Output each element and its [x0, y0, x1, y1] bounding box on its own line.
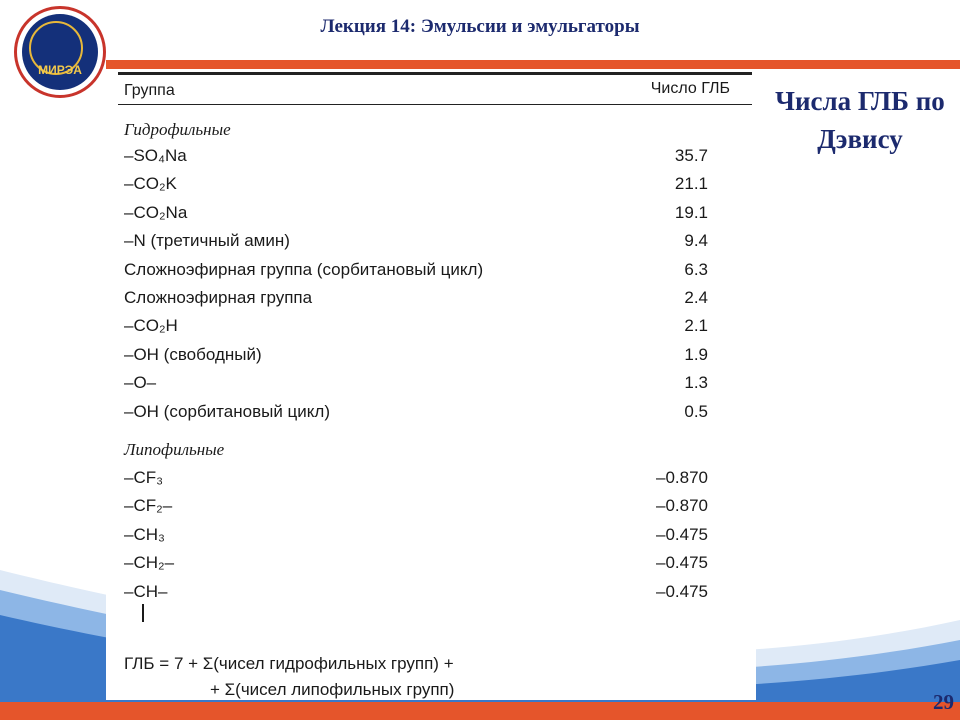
hlb-value: 1.9: [684, 345, 708, 364]
hlb-value: 19.1: [674, 203, 708, 222]
group-name: –CO₂H: [124, 316, 178, 335]
hlb-table-scan: [106, 70, 756, 700]
hlb-formula-line2: + Σ(чисел липофильных групп): [210, 680, 455, 699]
table-row: [106, 345, 756, 373]
footer-stripe: [0, 702, 960, 720]
table-row: [106, 582, 756, 610]
group-name: –N (третичный амин): [124, 231, 290, 250]
hlb-value: 9.4: [684, 231, 708, 250]
table-row: [106, 468, 756, 496]
side-title: Числа ГЛБ по Дэвису: [775, 86, 945, 154]
table-top-rule: [118, 72, 752, 75]
table-row: [106, 525, 756, 553]
hlb-formula-line1: ГЛБ = 7 + Σ(чисел гидрофильных групп) +: [124, 654, 454, 673]
lecture-title: Лекция 14: Эмульсии и эмульгаторы: [320, 16, 640, 37]
col-header-group: Группа: [124, 82, 175, 99]
table-row: [106, 496, 756, 524]
hlb-value: –0.475: [656, 525, 708, 544]
hlb-value: 2.4: [684, 288, 708, 307]
group-name: –CF₃: [124, 468, 164, 487]
group-name: –CH–: [124, 582, 168, 601]
table-row: [106, 174, 756, 202]
group-name: –OH (свободный): [124, 345, 262, 364]
hlb-value: –0.475: [656, 582, 708, 601]
table-row: [106, 146, 756, 174]
group-name: –CO₂K: [124, 174, 177, 193]
group-name: –SO₄Na: [124, 146, 187, 165]
ch-bond-line: [142, 604, 144, 622]
hlb-value: –0.475: [656, 553, 708, 572]
group-name: Сложноэфирная группа: [124, 288, 313, 307]
group-name: –OH (сорбитановый цикл): [124, 402, 330, 421]
table-header-rule: [118, 104, 752, 105]
section-hydrophilic: Гидрофильные: [124, 120, 231, 139]
group-name: –CH₃: [124, 525, 165, 544]
group-name: Сложноэфирная группа (сорбитановый цикл): [124, 260, 484, 279]
section-lipophilic: Липофильные: [124, 440, 225, 459]
table-row: [106, 373, 756, 401]
table-row: [106, 231, 756, 259]
group-name: –O–: [124, 373, 157, 392]
table-row: [106, 288, 756, 316]
logo-text: МИРЭА: [38, 63, 82, 77]
page-number: 29: [933, 690, 954, 714]
hlb-value: –0.870: [656, 496, 708, 515]
group-name: –CF₂–: [124, 496, 173, 515]
table-row: [106, 260, 756, 288]
hlb-value: 21.1: [674, 174, 708, 193]
table-row: [106, 203, 756, 231]
hlb-value: 6.3: [684, 260, 708, 279]
hlb-value: –0.870: [656, 468, 708, 487]
hlb-value: 35.7: [674, 146, 708, 165]
group-name: –CO₂Na: [124, 203, 188, 222]
col-header-value: Число ГЛБ: [650, 80, 730, 97]
header-stripe: [106, 60, 960, 69]
table-row: [106, 402, 756, 430]
hlb-value: 2.1: [684, 316, 708, 335]
table-row: [106, 316, 756, 344]
table-row: [106, 553, 756, 581]
group-name: –CH₂–: [124, 553, 175, 572]
hlb-value: 1.3: [684, 373, 708, 392]
hlb-value: 0.5: [684, 402, 708, 421]
